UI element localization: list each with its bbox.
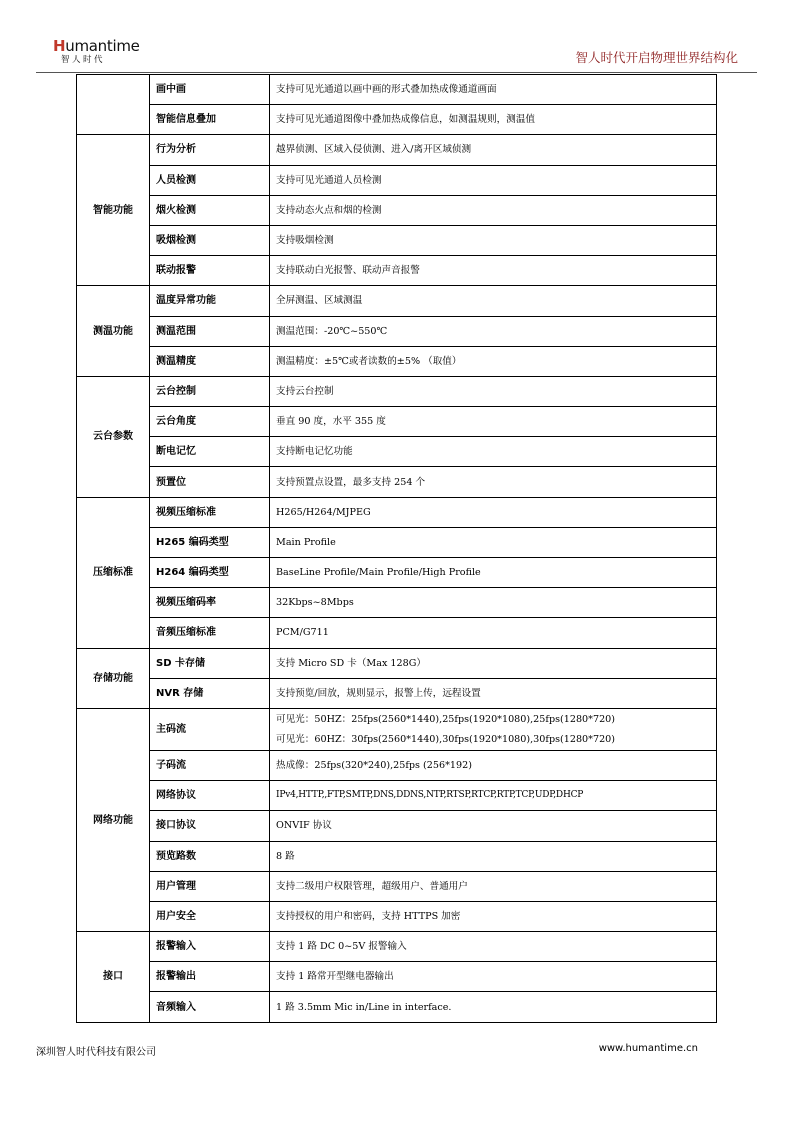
logo-wordmark: Humantime [53, 37, 140, 55]
param-name: 云台角度 [150, 407, 270, 437]
category-cell: 接口 [77, 932, 150, 1023]
param-name: SD 卡存储 [150, 648, 270, 678]
param-name: 行为分析 [150, 135, 270, 165]
param-name: 视频压缩标准 [150, 497, 270, 527]
param-value: 支持 1 路 DC 0~5V 报警输入 [270, 932, 717, 962]
table-row [77, 75, 717, 105]
header-divider [36, 72, 757, 73]
header-slogan: 智人时代开启物理世界结构化 [575, 50, 738, 65]
param-value: 支持二级用户权限管理，超级用户、普通用户 [270, 871, 717, 901]
param-name: 断电记忆 [150, 437, 270, 467]
table-row [77, 811, 717, 841]
param-value: 支持联动白光报警、联动声音报警 [270, 256, 717, 286]
param-name: 联动报警 [150, 256, 270, 286]
table-row [77, 901, 717, 931]
param-value: 支持可见光通道以画中画的形式叠加热成像通道画面 [270, 75, 717, 105]
param-name: 音频输入 [150, 992, 270, 1022]
category-cell: 云台参数 [77, 376, 150, 497]
param-name: 画中画 [150, 75, 270, 105]
param-name: 预置位 [150, 467, 270, 497]
param-name: 报警输入 [150, 932, 270, 962]
param-name: 接口协议 [150, 811, 270, 841]
table-row [77, 781, 717, 811]
param-name: 预览路数 [150, 841, 270, 871]
param-name: NVR 存储 [150, 678, 270, 708]
param-value: 1 路 3.5mm Mic in/Line in interface. [270, 992, 717, 1022]
param-name: 人员检测 [150, 165, 270, 195]
param-value: 支持吸烟检测 [270, 225, 717, 255]
param-name: 音频压缩标准 [150, 618, 270, 648]
param-value: 支持预置点设置，最多支持 254 个 [270, 467, 717, 497]
param-value: PCM/G711 [270, 618, 717, 648]
param-value: 越界侦测、区域入侵侦测、进入/离开区域侦测 [270, 135, 717, 165]
param-name: 云台控制 [150, 376, 270, 406]
table-row [77, 558, 717, 588]
table-row [77, 286, 717, 316]
table-row [77, 962, 717, 992]
category-cell: 智能功能 [77, 135, 150, 286]
param-name: 网络协议 [150, 781, 270, 811]
param-value: 支持 Micro SD 卡（Max 128G） [270, 648, 717, 678]
table-row [77, 648, 717, 678]
table-row [77, 256, 717, 286]
param-name: 温度异常功能 [150, 286, 270, 316]
main-stream-60hz: 可见光：60HZ：30fps(2560*1440),30fps(1920*1080),30fps(1280*720) [276, 733, 616, 745]
table-row [77, 467, 717, 497]
param-value: 支持授权的用户和密码，支持 HTTPS 加密 [270, 901, 717, 931]
param-name: 主码流 [150, 708, 270, 750]
param-name: 子码流 [150, 750, 270, 780]
category-cell: 存储功能 [77, 648, 150, 708]
param-value: 垂直 90 度，水平 355 度 [270, 407, 717, 437]
footer-website-link[interactable]: www.humantime.cn [598, 1043, 698, 1054]
page-header [0, 0, 793, 74]
table-row [77, 588, 717, 618]
company-logo [53, 37, 140, 68]
table-row [77, 871, 717, 901]
param-value: 32Kbps~8Mbps [270, 588, 717, 618]
param-value: 8 路 [270, 841, 717, 871]
param-name: 测温精度 [150, 346, 270, 376]
table-row [77, 135, 717, 165]
category-cell [77, 75, 150, 135]
table-row [77, 225, 717, 255]
param-value: 测温范围：-20℃~550℃ [270, 316, 717, 346]
table-row [77, 678, 717, 708]
category-cell: 压缩标准 [77, 497, 150, 648]
table-row [77, 165, 717, 195]
param-value: 全屏测温、区域测温 [270, 286, 717, 316]
param-name: H265 编码类型 [150, 527, 270, 557]
param-name: 智能信息叠加 [150, 105, 270, 135]
param-value: 测温精度：±5℃或者读数的±5% （取值） [270, 346, 717, 376]
table-row [77, 376, 717, 406]
table-row [77, 437, 717, 467]
table-row [77, 346, 717, 376]
table-row [77, 527, 717, 557]
table-row [77, 195, 717, 225]
param-value: H265/H264/MJPEG [270, 497, 717, 527]
category-cell: 网络功能 [77, 708, 150, 931]
table-row [77, 497, 717, 527]
param-value: 支持预览/回放，规则显示，报警上传，远程设置 [270, 678, 717, 708]
param-value [270, 708, 717, 750]
category-cell: 测温功能 [77, 286, 150, 377]
param-value: BaseLine Profile/Main Profile/High Profile [270, 558, 717, 588]
param-name: H264 编码类型 [150, 558, 270, 588]
param-value: Main Profile [270, 527, 717, 557]
param-value: 支持动态火点和烟的检测 [270, 195, 717, 225]
param-name: 报警输出 [150, 962, 270, 992]
param-value: 支持 1 路常开型继电器输出 [270, 962, 717, 992]
logo-subtitle: 智人时代 [61, 55, 106, 65]
param-value: 支持可见光通道图像中叠加热成像信息，如测温规则，测温值 [270, 105, 717, 135]
param-value: 支持可见光通道人员检测 [270, 165, 717, 195]
param-name: 用户安全 [150, 901, 270, 931]
table-row [77, 750, 717, 780]
param-name: 吸烟检测 [150, 225, 270, 255]
param-value: ONVIF 协议 [270, 811, 717, 841]
param-value: 热成像：25fps(320*240),25fps (256*192) [270, 750, 717, 780]
param-name: 用户管理 [150, 871, 270, 901]
table-row [77, 841, 717, 871]
param-name: 烟火检测 [150, 195, 270, 225]
table-row [77, 932, 717, 962]
spec-table [76, 74, 717, 1023]
param-name: 测温范围 [150, 316, 270, 346]
param-value: 支持断电记忆功能 [270, 437, 717, 467]
table-row [77, 407, 717, 437]
main-stream-50hz: 可见光：50HZ：25fps(2560*1440),25fps(1920*1080),25fps(1280*720) [276, 713, 616, 725]
param-value: IPv4,HTTP,,FTP,SMTP,DNS,DDNS,NTP,RTSP,RTCP,RTP,TCP,UDP,DHCP [270, 781, 717, 811]
footer-company: 深圳智人时代科技有限公司 [36, 1047, 156, 1058]
param-name: 视频压缩码率 [150, 588, 270, 618]
table-row [77, 992, 717, 1022]
param-value: 支持云台控制 [270, 376, 717, 406]
table-row [77, 105, 717, 135]
table-row [77, 618, 717, 648]
table-row [77, 708, 717, 750]
table-row [77, 316, 717, 346]
